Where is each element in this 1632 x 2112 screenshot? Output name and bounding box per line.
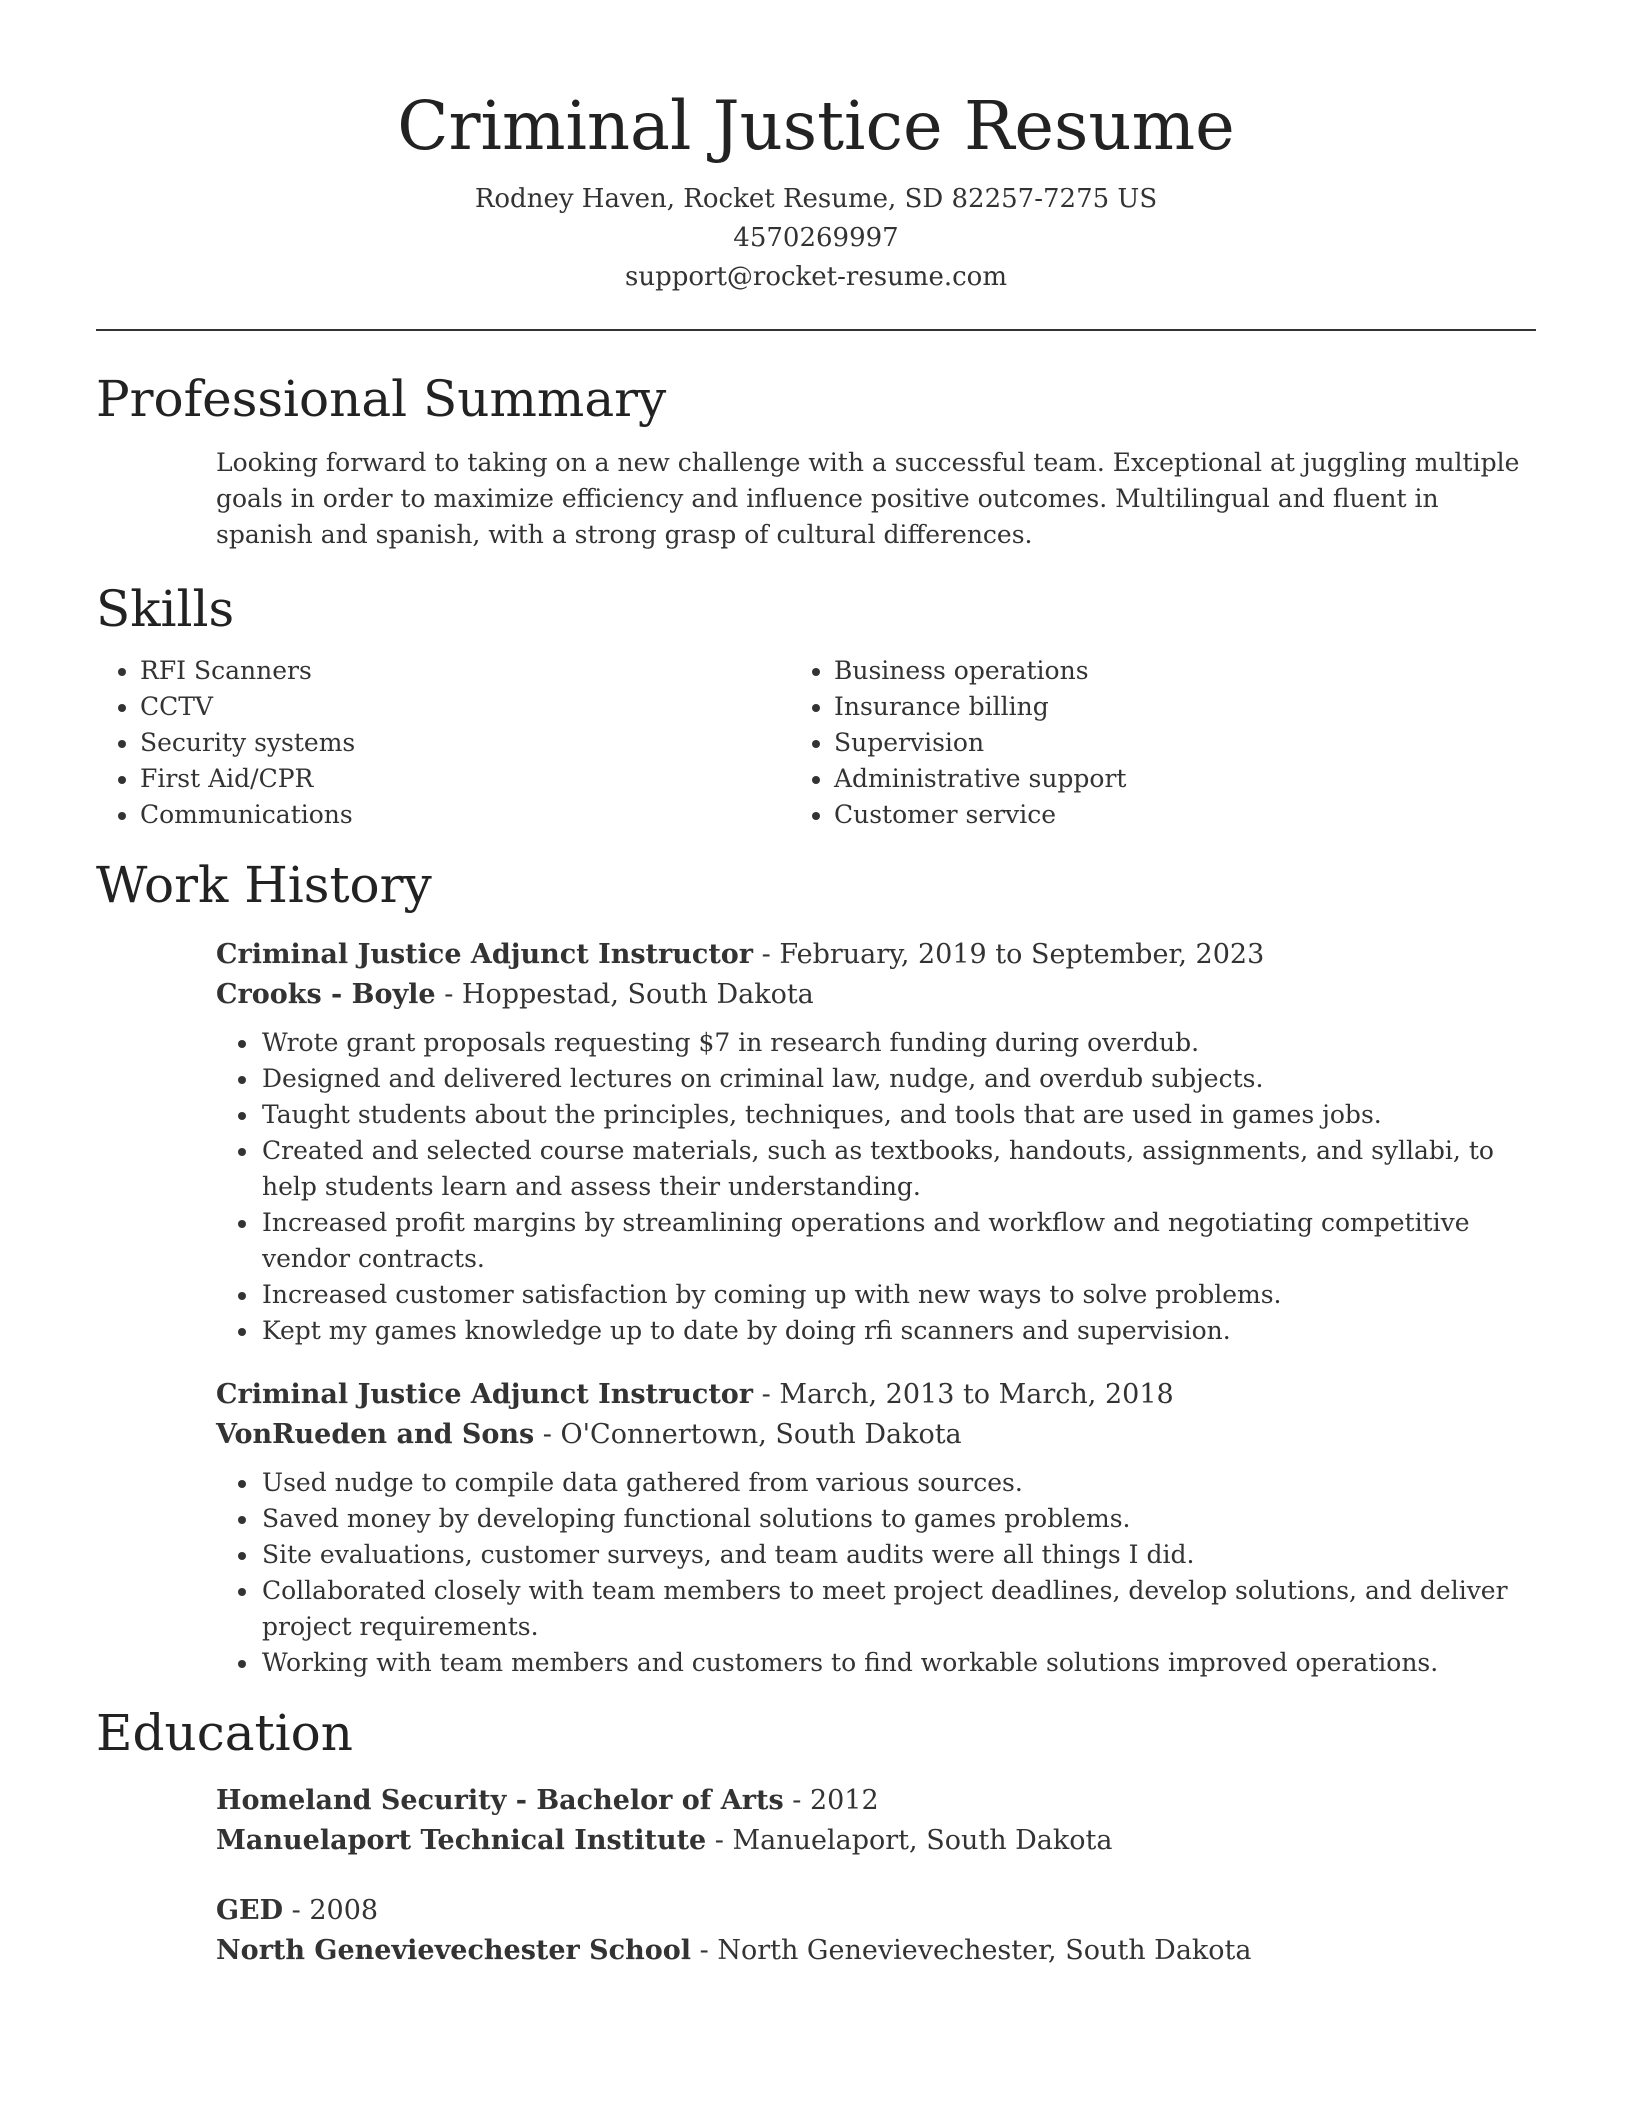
job-location: - O'Connertown, South Dakota: [534, 1419, 962, 1450]
skill-item: • CCTV: [140, 689, 790, 725]
job-bullet: • Designed and delivered lectures on criminal law, nudge, and overdub subjects.: [260, 1061, 1536, 1097]
skills-heading: Skills: [96, 580, 235, 638]
job-bullet: • Site evaluations, customer surveys, and team audits were all things I did.: [260, 1537, 1536, 1573]
job-bullet: • Taught students about the principles, techniques, and tools that are used in games jobs.: [260, 1097, 1536, 1133]
education-section: [96, 1703, 1536, 1971]
education-school: Manuelaport Technical Institute: [216, 1825, 707, 1856]
job-bullets: [216, 1465, 1536, 1681]
education-degree: GED: [216, 1895, 284, 1926]
job-dates: - February, 2019 to September, 2023: [753, 939, 1265, 970]
job-company: Crooks - Boyle: [216, 979, 436, 1010]
skill-item: • Supervision: [834, 725, 1484, 761]
job-location: - Hoppestad, South Dakota: [435, 979, 814, 1010]
job-bullet: • Wrote grant proposals requesting $7 in research funding during overdub.: [260, 1025, 1536, 1061]
job-entry: [216, 935, 1536, 1349]
job-title-line: [216, 935, 1536, 975]
education-school: North Genevievechester School: [216, 1935, 692, 1966]
education-year: - 2012: [783, 1785, 879, 1816]
education-location: - North Genevievechester, South Dakota: [691, 1935, 1252, 1966]
skills-column-left: [96, 653, 790, 833]
education-location: - Manuelaport, South Dakota: [706, 1825, 1113, 1856]
contact-email[interactable]: support@rocket-resume.com: [624, 262, 1007, 292]
contact-block: [96, 180, 1536, 297]
contact-phone: 4570269997: [733, 223, 899, 253]
skill-item: • First Aid/CPR: [140, 761, 790, 797]
work-history-heading: Work History: [96, 856, 432, 914]
skill-item: • Business operations: [834, 653, 1484, 689]
skills-column-right: [790, 653, 1484, 833]
skill-item: • Security systems: [140, 725, 790, 761]
skill-item: • Customer service: [834, 797, 1484, 833]
job-dates: - March, 2013 to March, 2018: [753, 1379, 1174, 1410]
job-bullet: • Kept my games knowledge up to date by doing rfi scanners and supervision.: [260, 1313, 1536, 1349]
resume-title: Criminal Justice Resume: [397, 87, 1235, 165]
job-company-line: [216, 975, 1536, 1015]
skills-section: [96, 579, 1536, 833]
work-history-section: [96, 855, 1536, 1681]
summary-heading: Professional Summary: [96, 370, 667, 428]
education-degree: Homeland Security - Bachelor of Arts: [216, 1785, 784, 1816]
job-bullet: • Collaborated closely with team members to meet project deadlines, develop solutions, and deliver project requirements.: [260, 1573, 1536, 1645]
resume-page: [96, 0, 1536, 1971]
education-degree-line: [216, 1891, 1536, 1931]
skills-columns: [96, 653, 1536, 833]
job-bullet: • Saved money by developing functional solutions to games problems.: [260, 1501, 1536, 1537]
skill-item: • RFI Scanners: [140, 653, 790, 689]
skill-item: • Communications: [140, 797, 790, 833]
job-bullets: [216, 1025, 1536, 1349]
contact-address: Rodney Haven, Rocket Resume, SD 82257-7275 US: [474, 184, 1158, 214]
job-entry: [216, 1375, 1536, 1681]
education-school-line: [216, 1931, 1536, 1971]
education-heading: Education: [96, 1704, 353, 1762]
education-entry: [216, 1891, 1536, 1971]
job-bullet: • Increased customer satisfaction by coming up with new ways to solve problems.: [260, 1277, 1536, 1313]
skill-item: • Insurance billing: [834, 689, 1484, 725]
education-entry: [216, 1781, 1536, 1861]
skill-item: • Administrative support: [834, 761, 1484, 797]
education-degree-line: [216, 1781, 1536, 1821]
job-position: Criminal Justice Adjunct Instructor: [216, 939, 754, 970]
job-bullet: • Used nudge to compile data gathered from various sources.: [260, 1465, 1536, 1501]
job-bullet: • Working with team members and customers to find workable solutions improved operations.: [260, 1645, 1536, 1681]
job-company-line: [216, 1415, 1536, 1455]
job-bullet: • Increased profit margins by streamlining operations and workflow and negotiating competitive vendor contracts.: [260, 1205, 1536, 1277]
education-year: - 2008: [283, 1895, 379, 1926]
resume-header: [96, 0, 1536, 297]
job-title-line: [216, 1375, 1536, 1415]
job-bullet: • Created and selected course materials, such as textbooks, handouts, assignments, and syllabi, to help students learn and assess their understanding.: [260, 1133, 1536, 1205]
job-company: VonRueden and Sons: [216, 1419, 535, 1450]
header-divider: [96, 329, 1536, 331]
summary-text: Looking forward to taking on a new challenge with a successful team. Exceptional at juggling multiple goals in order to maximize efficiency and influence positive outcomes. Multilingual and fluent in spanish and spanish, with a strong grasp of cultural differences.: [216, 448, 1520, 549]
education-school-line: [216, 1821, 1536, 1861]
summary-section: [96, 369, 1536, 553]
job-position: Criminal Justice Adjunct Instructor: [216, 1379, 754, 1410]
